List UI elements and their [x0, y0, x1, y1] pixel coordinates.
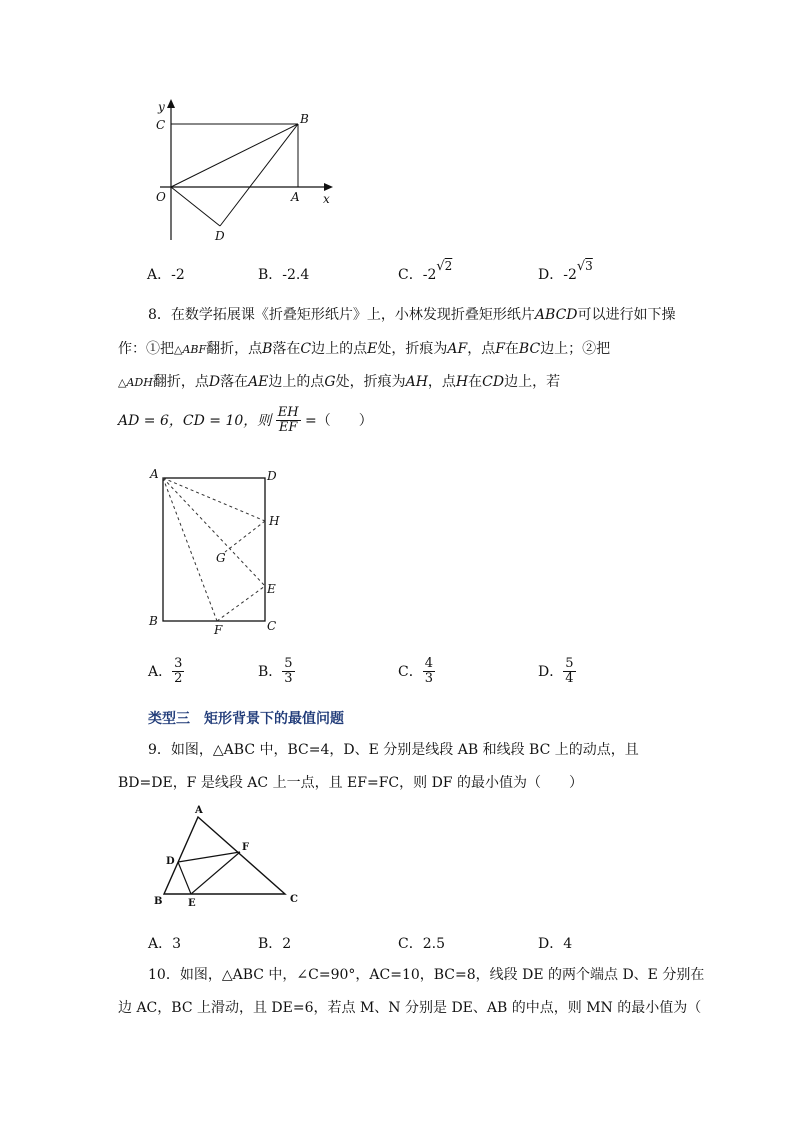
math: CD — [482, 374, 505, 390]
q8-option-d[interactable] — [538, 657, 576, 687]
math: E — [367, 341, 378, 357]
triangle-ABC — [164, 817, 285, 894]
numerator: 5 — [284, 656, 293, 671]
math: D — [208, 374, 221, 390]
q7-option-c[interactable] — [398, 259, 453, 284]
option-fraction — [423, 657, 435, 687]
figure-q8 — [145, 462, 295, 637]
math: G — [324, 374, 336, 390]
math: H — [455, 374, 469, 390]
numerator: 5 — [565, 656, 574, 671]
option-letter: D． — [538, 663, 564, 680]
segment-FE — [217, 586, 265, 621]
math: F — [495, 341, 505, 357]
label-E: E — [188, 898, 196, 909]
q10-line-2: 边 AC，BC 上滑动，且 DE=6，若点 M、N 分别是 DE、AB 的中点，则 MN 的最小值为（ — [118, 1000, 702, 1016]
label-C: C — [156, 118, 166, 132]
math: AD = 6，CD = 10，则 — [118, 412, 272, 429]
math: AF — [447, 341, 468, 357]
denominator: 3 — [424, 671, 433, 687]
option-fraction — [282, 657, 294, 687]
label-E: E — [267, 582, 276, 596]
q10-line-1: 10．如图，△ABC 中，∠C=90°，AC=10，BC=8，线段 DE 的两个端点 D、E 分别在 — [148, 967, 705, 983]
math: BC — [518, 341, 541, 357]
q9-option-c[interactable]: C．2.5 — [398, 936, 445, 952]
sqrt-symbol: √ — [436, 259, 445, 274]
option-letter: D． — [538, 267, 564, 283]
numerator: EH — [277, 405, 299, 420]
text: 处，折痕为 — [377, 341, 448, 357]
option-letter: A． — [148, 663, 173, 680]
option-fraction — [172, 657, 184, 687]
math: B — [262, 341, 273, 357]
text: 边上；②把 — [540, 341, 611, 357]
q7-option-d[interactable] — [538, 259, 593, 284]
text: 边上的点 — [268, 374, 325, 390]
q9-option-b[interactable]: B．2 — [258, 936, 292, 952]
text: =（ ） — [305, 412, 373, 429]
option-letter: C． — [398, 663, 423, 680]
math: △ADH — [118, 376, 153, 389]
q9-option-a[interactable]: A．3 — [148, 936, 182, 952]
label-B: B — [154, 896, 163, 907]
segment-DB — [220, 124, 298, 226]
sqrt-symbol: √ — [576, 259, 586, 274]
label-D: D — [267, 469, 277, 483]
q9-line-2: BD=DE，F 是线段 AC 上一点，且 EF=FC，则 DF 的最小值为（ ） — [118, 775, 583, 791]
label-x: x — [323, 192, 330, 206]
text: 在 — [504, 341, 519, 357]
x-axis-arrow — [324, 183, 333, 191]
option-letter: B． — [258, 267, 283, 283]
fold-AH — [163, 478, 265, 521]
text: 翻折，点 — [152, 374, 209, 390]
q7-option-b[interactable] — [258, 264, 309, 284]
text: ，点 — [467, 341, 496, 357]
text: 8．在数学拓展课《折叠矩形纸片》上，小林发现折叠矩形纸片 — [148, 307, 535, 323]
text: 可以进行如下操 — [577, 307, 676, 323]
denominator: 2 — [174, 671, 183, 687]
label-H: H — [269, 514, 280, 528]
label-A: A — [291, 190, 300, 204]
segment-OD — [171, 187, 220, 226]
label-B: B — [149, 614, 158, 628]
figure-q9 — [148, 802, 308, 912]
y-axis-arrow — [167, 99, 175, 108]
q8-line-2 — [118, 338, 610, 358]
text: 翻折，点 — [206, 341, 263, 357]
fraction-EH-EF — [276, 406, 301, 436]
denominator: EF — [278, 420, 298, 436]
q8-line-3 — [118, 371, 560, 391]
label-C: C — [267, 619, 277, 633]
q8-line-4 — [118, 406, 373, 436]
denominator: 4 — [565, 671, 574, 687]
option-fraction — [563, 657, 575, 687]
label-y: y — [158, 100, 165, 114]
math: AH — [405, 374, 428, 390]
text: 边上的点 — [311, 341, 368, 357]
numerator: 3 — [174, 656, 183, 671]
numerator: 4 — [424, 656, 433, 671]
q9-line-1: 9．如图，△ABC 中，BC=4，D、E 分别是线段 AB 和线段 BC 上的动点，且 — [148, 742, 639, 758]
option-letter: A． — [147, 267, 172, 283]
option-value: -2 — [563, 267, 577, 283]
text: 在 — [468, 374, 483, 390]
q7-option-a[interactable] — [147, 264, 185, 284]
fold-AF — [163, 478, 217, 621]
label-D: D — [166, 856, 175, 867]
q8-option-a[interactable] — [148, 657, 184, 687]
text: 落在 — [220, 374, 249, 390]
label-F: F — [242, 842, 250, 853]
fold-AE — [163, 478, 265, 586]
math: AE — [248, 374, 269, 390]
label-A: A — [195, 805, 203, 816]
option-letter: C． — [398, 267, 423, 283]
option-value: -2.4 — [282, 267, 310, 283]
segment-DE — [178, 862, 191, 894]
option-value: -2 — [171, 267, 185, 283]
radicand: 3 — [585, 259, 593, 273]
label-B: B — [300, 112, 309, 126]
math: ABCD — [534, 307, 578, 323]
q8-option-c[interactable] — [398, 657, 435, 687]
text: 落在 — [272, 341, 301, 357]
option-value: -2 — [422, 267, 437, 283]
text: 边上，若 — [504, 374, 561, 390]
q8-line-1 — [148, 304, 676, 324]
label-F: F — [214, 623, 223, 637]
text: ，点 — [427, 374, 456, 390]
math: C — [300, 341, 312, 357]
section-heading: 类型三 矩形背景下的最值问题 — [148, 711, 344, 727]
q8-option-b[interactable] — [258, 657, 295, 687]
option-letter: B． — [258, 663, 283, 680]
denominator: 3 — [284, 671, 293, 687]
segment-OB — [171, 124, 298, 187]
radicand: 2 — [444, 259, 453, 273]
figure-q7 — [140, 95, 350, 245]
label-G: G — [216, 551, 226, 565]
q9-option-d[interactable]: D．4 — [538, 936, 573, 952]
label-O: O — [156, 190, 166, 204]
text: 处，折痕为 — [335, 374, 406, 390]
text: 作：①把 — [118, 341, 174, 357]
label-C: C — [290, 894, 298, 905]
label-D: D — [215, 229, 225, 243]
segment-HG — [225, 521, 265, 552]
label-A: A — [150, 467, 159, 481]
math: △ABF — [174, 343, 207, 356]
